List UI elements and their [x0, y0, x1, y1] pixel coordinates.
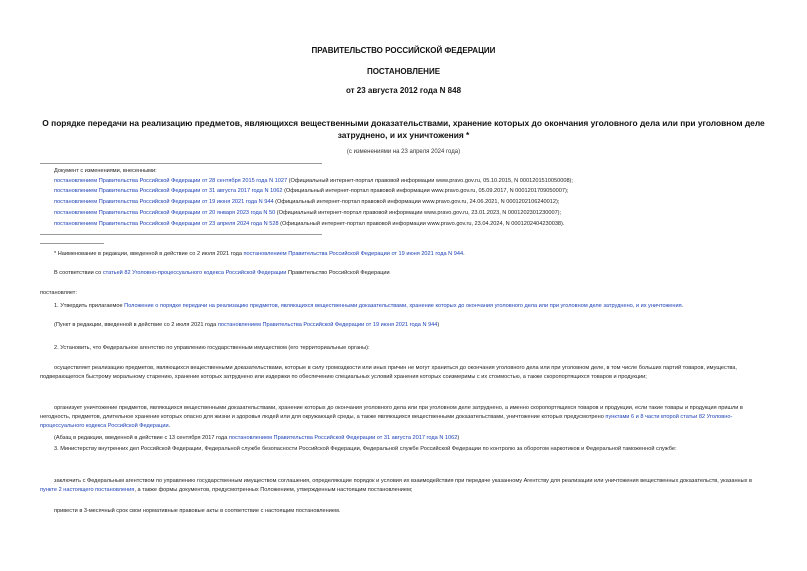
change-link[interactable]: постановлением Правительства Российской Федерации от 19 июня 2021 года N 944 [54, 199, 274, 205]
changes-intro: Документ с изменениями, внесенными: [54, 168, 157, 174]
item-2b-note [54, 434, 459, 443]
change-text: (Официальный интернет-портал правовой информации www.pravo.gov.ru, 23.01.2023, N 0001202301230007); [275, 210, 562, 216]
footnote-divider [40, 243, 104, 244]
change-item [54, 220, 564, 229]
item1-note-link[interactable]: постановлением Правительства Российской Федерации от 19 июня 2021 года N 944 [217, 322, 438, 328]
basis-post: Правительство Российской Федерации [286, 270, 390, 276]
footnote-end: . [463, 251, 465, 257]
decides-word: постановляет: [40, 290, 77, 296]
change-text: (Официальный интернет-портал правовой информации www.pravo.gov.ru, 05.10.2015, N 0001201510050008); [287, 178, 573, 184]
item1-pre: 1. Утвердить прилагаемое [54, 303, 125, 309]
item1-link[interactable]: Положение о порядке передачи на реализацию предметов, являющихся вещественными доказательствами, хранение которых до окончания уголовного дела или при уголовном деле затруднено, и их уничтожения [124, 303, 682, 309]
change-link[interactable]: постановлением Правительства Российской Федерации от 28 сентября 2015 года N 1027 [54, 178, 288, 184]
item-1-note [54, 321, 439, 330]
item2b-link[interactable]: пунктами 6 и 8 части второй статьи 82 Уголовно-процессуального кодекса Российской Федерации [40, 414, 733, 429]
footnote-text: * Наименование в редакции, введенной в действие со 2 июля 2021 года [54, 251, 244, 257]
edition-note: (с изменениями на 23 апреля 2024 года) [346, 149, 461, 155]
basis-link[interactable]: статьей 82 Уголовно-процессуального кодекса Российской Федерации [102, 270, 287, 276]
change-text: (Официальный интернет-портал правовой информации www.pravo.gov.ru, 23.04.2024, N 0001202404230038). [278, 221, 565, 227]
item-2: 2. Установить, что Федеральное агентство по управлению государственным имуществом (его территориальные органы): [54, 345, 370, 351]
change-item [54, 209, 561, 218]
item-3b: привести в 3-месячный срок свои нормативные правовые акты в соответствие с настоящим постановлением. [54, 508, 341, 514]
doc-type-heading: ПОСТАНОВЛЕНИЕ [366, 67, 441, 76]
change-item [54, 198, 559, 207]
item2b-end: . [168, 423, 171, 429]
divider-changes [40, 163, 322, 164]
basis-paragraph [54, 269, 390, 278]
item-1 [40, 302, 768, 311]
change-link[interactable]: постановлением Правительства Российской Федерации от 31 августа 2017 года N 1062 [54, 188, 283, 194]
change-link[interactable]: постановлением Правительства Российской Федерации от 23 апреля 2024 года N 528 [54, 221, 279, 227]
item2b-note-pre: (Абзац в редакции, введенной в действие с 13 сентября 2017 года [54, 435, 229, 441]
item3a-end: , а также формы документов, предусмотренных Положением, утвержденным настоящим постановлением; [134, 487, 413, 493]
item2b-note-link[interactable]: постановлением Правительства Российской Федерации от 31 августа 2017 года N 1062 [228, 435, 458, 441]
item-3: 3. Министерству внутренних дел Российской Федерации, Федеральной службе безопасности Российской Федерации, Федеральной службе Российской Федерации по контролю за оборотом наркотиков и Федеральной таможенной службе: [54, 446, 677, 452]
item3a-pre: заключить с Федеральным агентством по управлению государственным имуществом соглашения, определяющие порядок и условия их взаимодействия при передаче указанному Агентству для реализации или уничтожения вещественных доказательств, указанных в [54, 478, 752, 484]
date-number-heading: от 23 августа 2012 года N 848 [345, 86, 462, 95]
item1-end: . [681, 303, 684, 309]
item1-note-pre: (Пункт в редакции, введенной в действие со 2 июля 2021 года [54, 322, 218, 328]
item-2b [40, 404, 768, 431]
divider-changes-end [40, 234, 322, 235]
basis-pre: В соответствии со [54, 270, 103, 276]
government-heading: ПРАВИТЕЛЬСТВО РОССИЙСКОЙ ФЕДЕРАЦИИ [311, 46, 496, 55]
item2b-pre: организует уничтожение предметов, являющихся вещественными доказательствами, хранение которых до окончания уголовного дела или при уголовном деле затруднено, а именно скоропортящихся товаров и продукции, если такие товары и продукция пришли в негодность, предметов, длительное хранение которых опасно для жизни и здоровья людей или для окружающей среды, а также являющихся вещественными доказательствами, уничтожение которых предусмотрено [40, 405, 743, 420]
change-item [54, 187, 568, 196]
item1-note-end: ) [437, 322, 440, 328]
change-text: (Официальный интернет-портал правовой информации www.pravo.gov.ru, 05.09.2017, N 0001201709050007); [282, 188, 569, 194]
change-link[interactable]: постановлением Правительства Российской Федерации от 20 января 2023 года N 50 [54, 210, 276, 216]
footnote [54, 250, 465, 259]
item3a-link[interactable]: пункте 2 настоящего постановления [40, 487, 135, 493]
item-3a [40, 477, 768, 495]
item2b-note-end: ) [457, 435, 460, 441]
change-item [54, 177, 573, 186]
item-2a: осуществляет реализацию предметов, являющихся вещественными доказательствами, которые в силу громоздкости или иных причин не могут храниться до окончания уголовного дела или при уголовном деле, в том числе больших партий товаров, имущества, подверающегося быстрому моральному старению, хранение которых затруднено или издержки по обеспечению специальных условий хранения которых соизмеримы с их стоимостью, а также скоропортящихся товаров и продукции; [40, 365, 737, 380]
footnote-link[interactable]: постановлением Правительства Российской Федерации от 19 июня 2021 года N 944 [243, 251, 464, 257]
document-title: О порядке передачи на реализацию предметов, являющихся вещественными доказательствами, хранение которых до окончания уголовного дела или при уголовном деле затруднено, и их уничтожения * [42, 118, 765, 140]
change-text: (Официальный интернет-портал правовой информации www.pravo.gov.ru, 24.06.2021, N 0001202106240012); [273, 199, 560, 205]
